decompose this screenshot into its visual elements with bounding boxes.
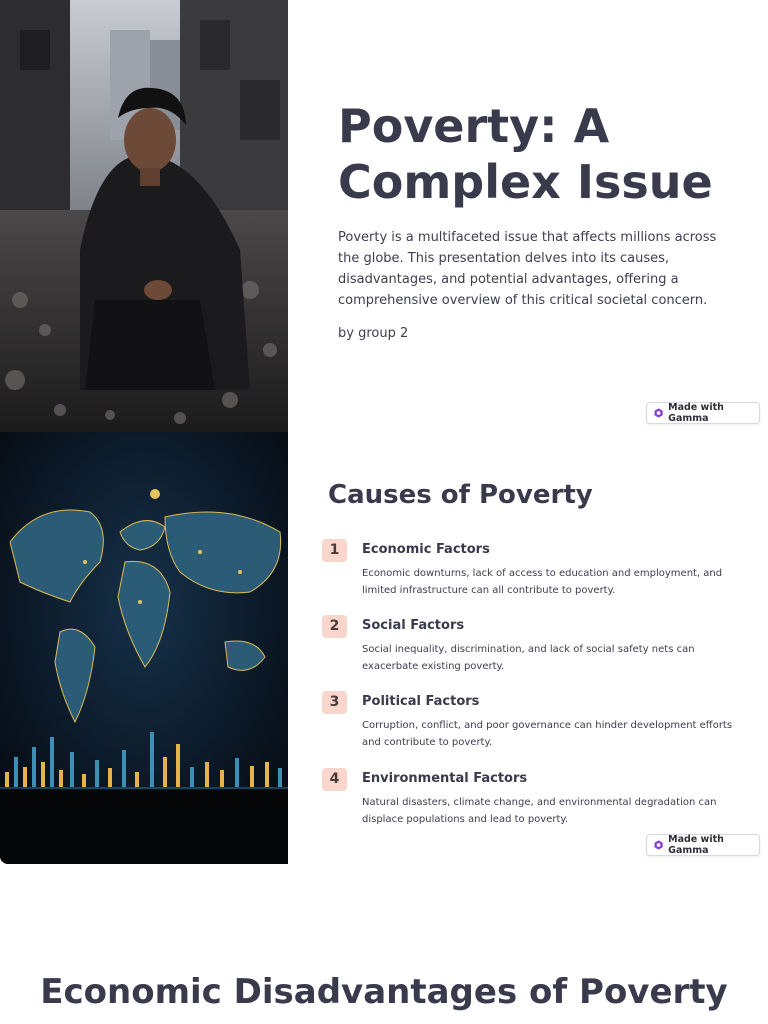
cause-number-badge: 2 bbox=[322, 615, 347, 638]
cause-number-badge: 4 bbox=[322, 768, 347, 791]
gamma-badge-label: Made with Gamma bbox=[668, 402, 724, 424]
cause-description: Natural disasters, climate change, and environmental degradation can displace populations and lead to poverty. bbox=[362, 797, 717, 825]
world-map-data-image bbox=[0, 432, 288, 864]
cause-description: Social inequality, discrimination, and lack of social safety nets can exacerbate existing poverty. bbox=[362, 644, 695, 672]
cause-item bbox=[322, 536, 742, 606]
slide-causes bbox=[0, 432, 768, 864]
cause-item bbox=[322, 688, 742, 758]
author-byline: by group 2 bbox=[338, 326, 409, 341]
cause-title: Environmental Factors bbox=[362, 771, 528, 786]
gamma-badge-label: Made with Gamma bbox=[668, 834, 724, 856]
gamma-logo-icon bbox=[654, 408, 663, 418]
cause-number-badge: 1 bbox=[322, 539, 347, 562]
slide-title: Poverty: A Complex Issue bbox=[338, 99, 713, 209]
slide-title: Economic Disadvantages of Poverty bbox=[40, 972, 728, 1012]
cause-number-badge: 3 bbox=[322, 691, 347, 714]
cause-item bbox=[322, 765, 742, 835]
slide-economic-disadvantages bbox=[0, 864, 768, 1024]
cause-title: Political Factors bbox=[362, 694, 480, 709]
made-with-gamma-badge[interactable] bbox=[646, 402, 760, 424]
cause-description: Corruption, conflict, and poor governance can hinder development efforts and contribute to poverty. bbox=[362, 720, 733, 748]
cause-title: Social Factors bbox=[362, 618, 465, 633]
cause-description: Economic downturns, lack of access to education and employment, and limited infrastructure can all contribute to poverty. bbox=[362, 568, 723, 596]
made-with-gamma-badge[interactable] bbox=[646, 834, 760, 856]
intro-paragraph: Poverty is a multifaceted issue that affects millions across the globe. This presentation delves into its causes, disadvantages, and potential advantages, offering a comprehensive overview of this critical societal concern. bbox=[338, 230, 717, 308]
cause-title: Economic Factors bbox=[362, 542, 490, 557]
gamma-logo-icon bbox=[654, 840, 663, 850]
slide-title: Causes of Poverty bbox=[328, 480, 593, 510]
man-in-rubble-photo bbox=[0, 0, 288, 432]
slide-intro bbox=[0, 0, 768, 432]
cause-item bbox=[322, 612, 742, 682]
